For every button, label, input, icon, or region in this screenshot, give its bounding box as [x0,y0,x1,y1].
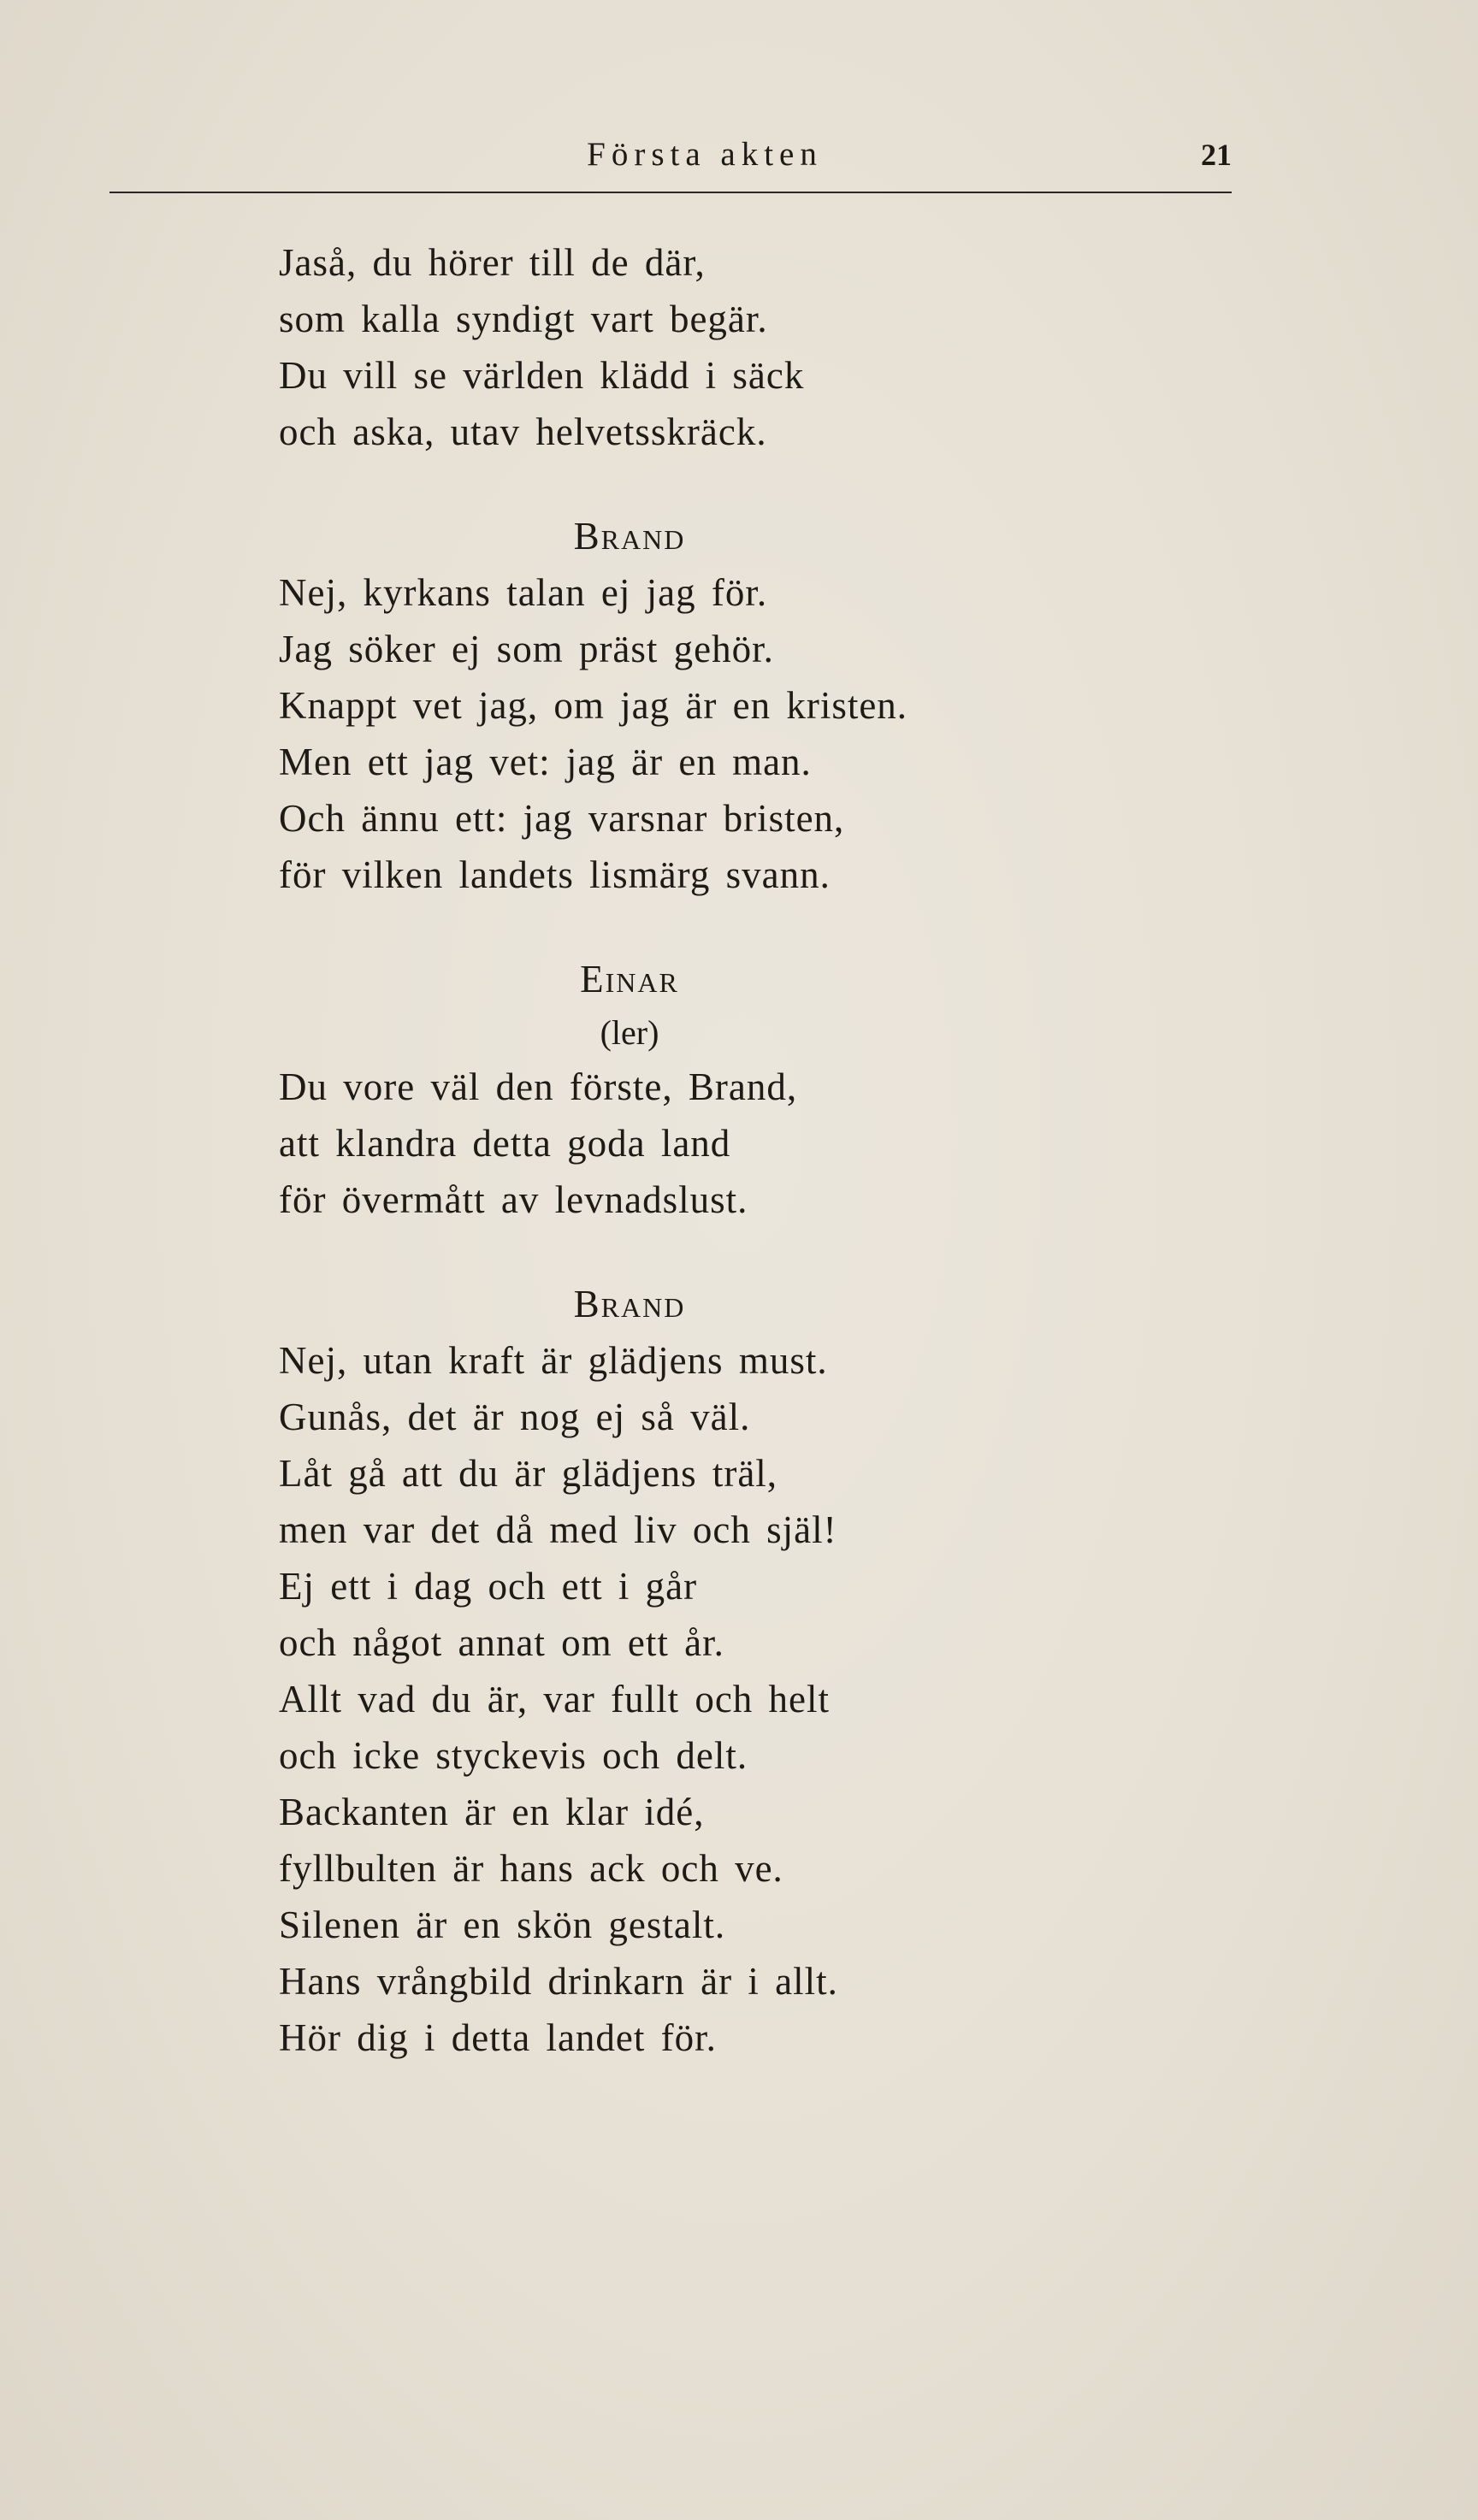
verse-line: Och ännu ett: jag varsnar bristen, [279,797,845,840]
verse-line: Jaså, du hörer till de där, [279,241,706,284]
verse-body [279,234,1117,2066]
verse-line: Jag söker ej som präst gehör. [279,628,774,670]
verse-line: Nej, kyrkans talan ej jag för. [279,571,768,614]
verse-line: Du vore väl den förste, Brand, [279,1065,798,1108]
verse-line: och något annat om ett år. [279,1621,724,1664]
header-rule [109,192,1232,193]
verse-line: Hans vrångbild drinkarn är i allt. [279,1960,838,2003]
running-title: Första akten [587,136,823,173]
stanza-2 [279,564,1117,903]
spacer [279,1228,1117,1276]
verse-line: och icke styckevis och delt. [279,1734,748,1777]
verse-line: Hör dig i detta landet för. [279,2016,717,2059]
spacer [279,460,1117,508]
spacer [279,903,1117,951]
verse-line: Låt gå att du är glädjens träl, [279,1452,778,1495]
stanza-1 [279,234,1117,460]
verse-line: som kalla syndigt vart begär. [279,298,768,340]
verse-line: att klandra detta goda land [279,1122,731,1165]
verse-line: för övermått av levnadslust. [279,1178,748,1221]
verse-line: Silenen är en skön gestalt. [279,1903,726,1946]
verse-line: Du vill se världen klädd i säck [279,354,805,397]
stanza-3 [279,1059,1117,1228]
verse-line: Men ett jag vet: jag är en man. [279,741,812,783]
speaker-brand: Brand [573,515,686,558]
stanza-4 [279,1332,1117,2066]
verse-line: Backanten är en klar idé, [279,1791,705,1833]
stage-direction: (ler) [600,1013,659,1052]
verse-line: Gunås, det är nog ej så väl. [279,1396,751,1438]
speaker-einar: Einar [580,958,679,1000]
verse-line: men var det då med liv och själ! [279,1508,837,1551]
verse-line: för vilken landets lismärg svann. [279,853,831,896]
verse-line: Ej ett i dag och ett i går [279,1565,698,1608]
page-number: 21 [1201,138,1232,172]
verse-line: Nej, utan kraft är glädjens must. [279,1339,828,1382]
verse-line: fyllbulten är hans ack och ve. [279,1847,783,1890]
speaker-brand: Brand [573,1283,686,1325]
verse-line: och aska, utav helvetsskräck. [279,410,767,453]
verse-line: Allt vad du är, var fullt och helt [279,1678,831,1720]
running-header [109,128,1232,197]
verse-line: Knappt vet jag, om jag är en kristen. [279,684,908,727]
